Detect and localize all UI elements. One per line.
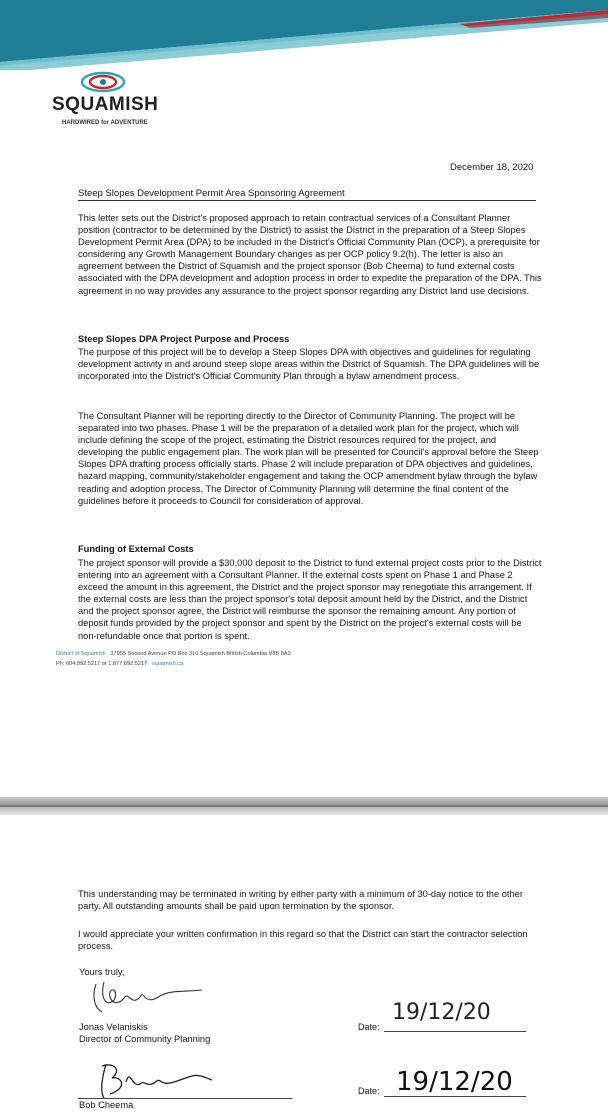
section-heading-purpose: Steep Slopes DPA Project Purpose and Process	[78, 334, 290, 344]
page-break-line	[0, 805, 608, 807]
signer1-name: Jonas Velaniskis	[79, 1022, 148, 1032]
section-heading-funding: Funding of External Costs	[78, 544, 194, 554]
footer-address	[56, 651, 291, 657]
footer-contact	[56, 661, 183, 667]
signer2-name: Bob Cheema	[79, 1100, 134, 1110]
signature-jonas	[84, 978, 214, 1018]
logo-tagline: HARDWIRED for ADVENTURE	[62, 120, 148, 126]
confirmation-paragraph: I would appreciate your written confirmation in this regard so that the District can start the contractor selection process.	[78, 929, 528, 952]
logo-mark-icon	[80, 70, 126, 94]
date-label-2: Date:	[358, 1086, 380, 1096]
handwritten-date-2	[394, 1060, 534, 1104]
closing-text: Yours truly,	[79, 967, 125, 977]
funding-paragraph: The project sponsor will provide a $30,000 deposit to the District to fund external project costs prior to the District entering into an agreement with a Consultant Planner. If the external costs spent on Phase 1 and Phase 2 exceed the amount in this agreement, the District and the project sponsor may renegotiate this arrangement. If the external costs are less than the project sponsor's total deposit amount held by the District, and the District and the project sponsor agree, the District will reimburse the sponsor the remaining amount. Any portion of deposit funds provided by the project sponsor and spent by the District on the project's external costs will be non-refundable once that portion is spent.	[78, 558, 542, 641]
signature-line-2	[78, 1098, 292, 1099]
squamish-logo	[52, 70, 172, 132]
date-line-1	[384, 1031, 526, 1032]
signer1-title: Director of Community Planning	[79, 1034, 211, 1044]
date-label-1: Date:	[358, 1022, 380, 1032]
signature-bob	[92, 1058, 232, 1102]
process-paragraph: The Consultant Planner will be reporting directly to the Director of Community Planning. The project will be separated into two phases. Phase 1 will be the preparation of a detailed work plan for the project, which will include defining the scope of the project, estimating the District resources required for the project, and developing the public engagement plan. The work plan will be presented for Council's approval before the Steep Slopes DPA drafting process officially starts. Phase 2 will include preparation of DPA objectives and guidelines, hazard mapping, community/stakeholder engagement and taking the OCP amendment bylaw through the bylaw reading and adoption process. The Director of Community Planning will determine the final content of the guidelines before it proceeds to Council for consideration of approval.	[78, 411, 539, 506]
logo-wordmark: SQUAMISH	[52, 94, 159, 115]
footer-address-text: 37955 Second Avenue PO Box 310 Squamish British Columbia V8B 0A3	[110, 651, 291, 657]
subject-underline	[78, 200, 536, 201]
date-1-text: 19/12/20	[392, 1000, 491, 1025]
letter-date: December 18, 2020	[450, 162, 534, 173]
footer-phone: Ph: 604.892.5217 or 1.877.892.5217	[56, 661, 148, 667]
footer-url: squamish.ca	[151, 661, 184, 667]
handwritten-date-1	[388, 993, 528, 1031]
footer-org: District of Squamish	[56, 651, 106, 657]
intro-paragraph: This letter sets out the District's proposed approach to retain contractual services of a Consultant Planner position (contractor to be determined by the District) to assist the District in the preparation of a Steep Slopes Development Permit Area (DPA) to be included in the District's Official Community Plan (OCP), a prerequisite for considering any Growth Management Boundary changes as per OCP policy 9.2(h). The letter is also an agreement between the District of Squamish and the project sponsor (Bob Cheema) to fund external costs associated with the DPA development and adoption process in order to expedite the preparation of the DPA. This agreement in no way provides any assurance to the project sponsor regarding any District land use decisions.	[78, 213, 542, 296]
letter-subject: Steep Slopes Development Permit Area Sponsoring Agreement	[78, 188, 345, 199]
termination-paragraph: This understanding may be terminated in writing by either party with a minimum of 30-day notice to the other party. All outstanding amounts shall be paid upon termination by the sponsor.	[78, 889, 523, 912]
banner-teal-band	[0, 0, 608, 62]
purpose-paragraph: The purpose of this project will be to develop a Steep Slopes DPA with objectives and guidelines for regulating development activity in and around steep slope areas within the District of Squamish. The DPA guidelines will be incorporated into the District's Official Community Plan through a bylaw amendment process.	[78, 347, 540, 382]
date-2-text: 19/12/20	[396, 1067, 513, 1097]
header-banner	[0, 0, 608, 70]
